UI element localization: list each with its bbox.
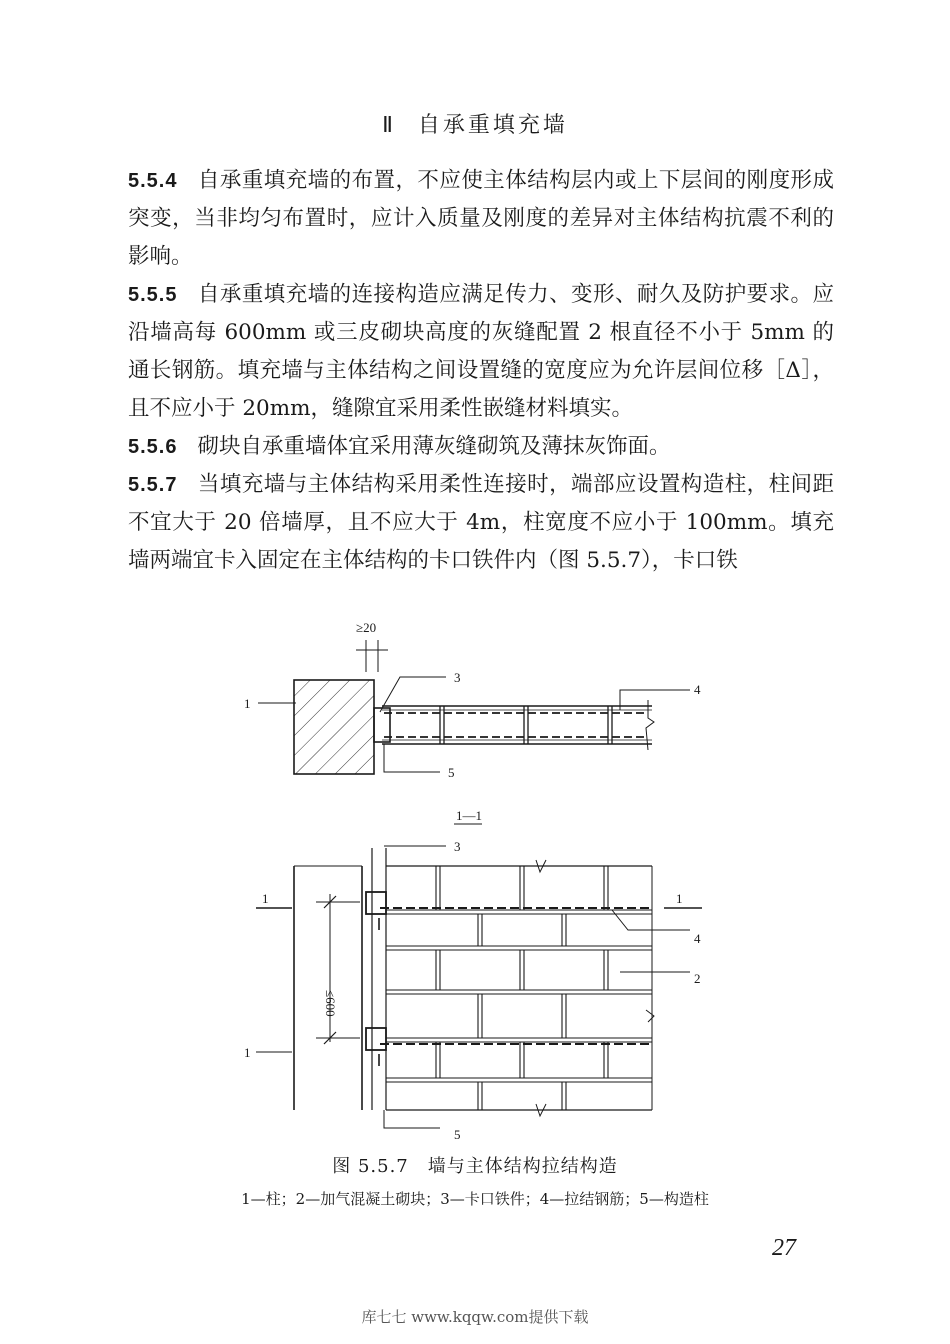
callout-elev: 3 xyxy=(454,839,461,854)
clause-number: 5.5.6 xyxy=(128,436,178,458)
clause-body: 自承重填充墙的布置，不应使主体结构层内或上下层间的刚度形成突变，当非均匀布置时，应计入质量及刚度的差异对主体结构抗震不利的影响。 xyxy=(128,168,834,269)
figure-legend: 1—柱；2—加气混凝土砌块；3—卡口铁件；4—拉结钢筋；5—构造柱 xyxy=(241,1190,709,1208)
callout-plan: 5 xyxy=(448,765,455,780)
column-section xyxy=(294,680,374,774)
section-heading: 自承重填充墙 xyxy=(417,113,568,138)
callout-plan: 4 xyxy=(694,682,701,697)
callout-elev: 4 xyxy=(694,931,701,946)
section-number: Ⅱ xyxy=(382,112,396,137)
callout-elev: 1 xyxy=(244,1045,251,1060)
page-number: 27 xyxy=(772,1235,796,1261)
clause-body: 当填充墙与主体结构采用柔性连接时，端部应设置构造柱，柱间距不宜大于 20 倍墙厚，且不应大于 4m，柱宽度不应小于 100mm。填充墙两端宜卡入固定在主体结构的卡口铁件内（图 5.5.7），卡口铁 xyxy=(128,472,834,573)
callout-elev: 5 xyxy=(454,1127,461,1142)
clip-iron-lower xyxy=(366,1028,386,1050)
plan-view xyxy=(258,640,690,774)
clause-number: 5.5.4 xyxy=(128,170,178,192)
section-mark: 1—1 xyxy=(456,808,482,823)
section-cut-label: 1 xyxy=(676,891,683,906)
gap-dimension: ≥20 xyxy=(356,620,377,635)
spacing-dimension: ≤600 xyxy=(323,990,338,1017)
clause-number: 5.5.7 xyxy=(128,474,178,496)
figure-caption: 图 5.5.7 墙与主体结构拉结构造 xyxy=(332,1156,618,1177)
callout-plan: 3 xyxy=(454,670,461,685)
elevation-view xyxy=(256,824,702,1128)
clip-iron-upper xyxy=(366,892,386,914)
callout-plan: 1 xyxy=(244,696,251,711)
clause-body: 自承重填充墙的连接构造应满足传力、变形、耐久及防护要求。应沿墙高每 600mm 或三皮砌块高度的灰缝配置 2 根直径不小于 5mm 的通长钢筋。填充墙与主体结构之间设置缝的宽度应为允许层间位移［Δ］，且不应小于 20mm，缝隙宜采用柔性嵌缝材料填实。 xyxy=(128,282,834,421)
clause-number: 5.5.5 xyxy=(128,284,178,306)
callout-elev: 2 xyxy=(694,971,701,986)
block-courses xyxy=(386,866,652,1110)
download-watermark: 库七七 www.kqqw.com提供下载 xyxy=(361,1308,589,1326)
section-cut-label: 1 xyxy=(262,891,269,906)
clause-body: 砌块自承重墙体宜采用薄灰缝砌筑及薄抹灰饰面。 xyxy=(197,434,671,459)
